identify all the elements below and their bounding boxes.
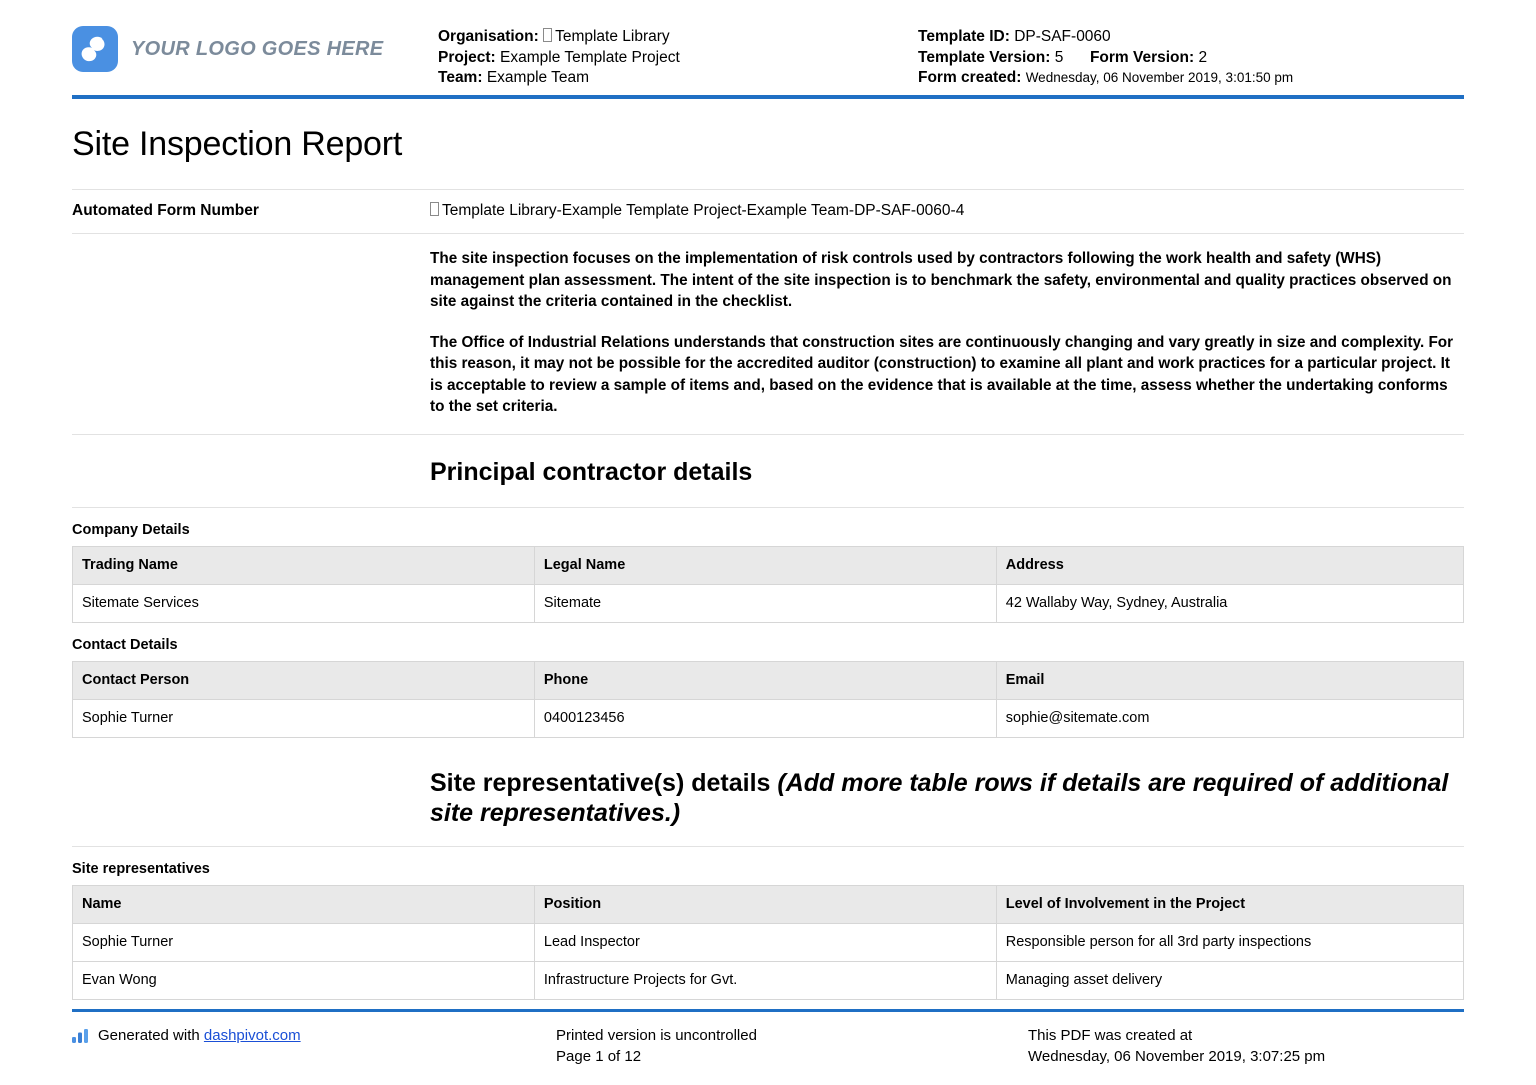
cell-involvement: Responsible person for all 3rd party inspections (996, 923, 1463, 961)
header-meta-right (918, 18, 1464, 89)
site-representatives-heading-note: (Add more table rows if details are required of additional site representatives.) (430, 768, 1449, 827)
logo-text: YOUR LOGO GOES HERE (131, 37, 384, 60)
section-head-spacer (72, 457, 430, 487)
contact-details-caption: Contact Details (72, 636, 178, 653)
column-header-contact-person: Contact Person (73, 661, 535, 699)
footer-created-timestamp: Wednesday, 06 November 2019, 3:07:25 pm (1028, 1048, 1326, 1065)
cell-address: 42 Wallaby Way, Sydney, Australia (996, 584, 1463, 622)
footer-created-label: This PDF was created at (1028, 1027, 1193, 1044)
footer-printed-uncontrolled: Printed version is uncontrolled (556, 1027, 757, 1044)
automated-form-number-label: Automated Form Number (72, 202, 259, 220)
document-header (72, 0, 1464, 90)
meta-project (438, 48, 918, 69)
meta-organisation-value: Template Library (555, 28, 670, 45)
footer-created-at (1028, 1025, 1464, 1067)
principal-contractor-heading: Principal contractor details (430, 457, 753, 486)
site-representatives-heading-text: Site representative(s) details (430, 768, 771, 797)
intro-spacer (72, 248, 430, 418)
meta-project-value: Example Template Project (500, 48, 680, 66)
table-header-row (73, 546, 1464, 584)
automated-form-number-text: Template Library-Example Template Project-Example Team-DP-SAF-0060-4 (442, 202, 965, 220)
bar-chart-icon (72, 1025, 89, 1049)
missing-glyph-icon (430, 202, 439, 216)
dashpivot-link[interactable]: dashpivot.com (203, 1027, 301, 1044)
table-row (73, 961, 1464, 999)
table-header-row (73, 885, 1464, 923)
contact-details-table (72, 661, 1464, 738)
meta-form-version-value: 2 (1198, 48, 1208, 66)
footer-accent-rule (72, 1009, 1464, 1012)
cell-trading-name: Sitemate Services (73, 584, 535, 622)
table-header-row (73, 661, 1464, 699)
meta-template-version-value: 5 (1054, 48, 1064, 66)
footer-print-notice (556, 1025, 1028, 1067)
cell-involvement: Managing asset delivery (996, 961, 1463, 999)
meta-organisation (438, 27, 918, 48)
automated-form-number-row (72, 190, 1464, 233)
table-row (73, 923, 1464, 961)
section-head-spacer (72, 768, 430, 828)
footer-page-number: Page 1 of 12 (556, 1048, 642, 1065)
column-header-phone: Phone (534, 661, 996, 699)
automated-form-number-value (430, 202, 1464, 220)
cell-email: sophie@sitemate.com (996, 699, 1463, 737)
site-representatives-heading-wrap (72, 742, 1464, 846)
column-header-trading-name: Trading Name (73, 546, 535, 584)
meta-form-version-label: Form Version: (1089, 48, 1195, 66)
column-header-legal-name: Legal Name (534, 546, 996, 584)
page-title: Site Inspection Report (72, 125, 403, 163)
column-header-position: Position (534, 885, 996, 923)
column-header-email: Email (996, 661, 1463, 699)
footer-generated-text (98, 1025, 301, 1046)
cell-phone: 0400123456 (534, 699, 996, 737)
company-logo-icon (72, 26, 118, 72)
meta-team (438, 68, 918, 89)
column-header-name: Name (73, 885, 535, 923)
column-header-involvement: Level of Involvement in the Project (996, 885, 1463, 923)
meta-form-created (918, 68, 1464, 89)
site-representatives-heading (430, 768, 1464, 828)
meta-team-value: Example Team (486, 69, 590, 86)
company-details-caption: Company Details (72, 521, 190, 538)
principal-contractor-heading-wrap (72, 435, 1464, 507)
cell-position: Lead Inspector (534, 923, 996, 961)
table-row (73, 699, 1464, 737)
intro-paragraph-2: The Office of Industrial Relations understands that construction sites are continuously changing and vary greatly in size and complexity. For this reason, it may not be possible for the accredited auditor (construction) to examine all plant and work practices for a particular project. It is acceptable to review a sample of items and, based on the evidence that is available at the time, assess whether the undertaking conforms to the set criteria. (430, 333, 1454, 416)
document-footer (72, 1009, 1464, 1067)
header-meta-left (438, 18, 918, 89)
meta-template-id (918, 27, 1464, 48)
site-representatives-table (72, 885, 1464, 1000)
divider (72, 846, 1464, 847)
divider (72, 507, 1464, 508)
cell-legal-name: Sitemate (534, 584, 996, 622)
missing-glyph-icon (543, 28, 552, 42)
meta-team-label: Team: (438, 69, 483, 86)
intro-paragraph-1: The site inspection focuses on the implementation of risk controls used by contractors following the work health and safety (WHS) management plan assessment. The intent of the site inspection is to benchmark the safety, environmental and quality practices observed on site against the criteria contained in the checklist. (430, 250, 1452, 311)
header-accent-rule (72, 95, 1464, 99)
meta-template-id-label: Template ID: (918, 28, 1010, 45)
footer-generated-prefix: Generated with (98, 1027, 200, 1044)
meta-form-created-value: Wednesday, 06 November 2019, 3:01:50 pm (1025, 70, 1294, 85)
cell-name: Sophie Turner (73, 923, 535, 961)
cell-contact-person: Sophie Turner (73, 699, 535, 737)
footer-columns (72, 1025, 1464, 1067)
meta-template-id-value: DP-SAF-0060 (1014, 28, 1111, 45)
column-header-address: Address (996, 546, 1463, 584)
site-representatives-caption: Site representatives (72, 860, 210, 877)
table-row (73, 584, 1464, 622)
meta-project-label: Project: (438, 48, 496, 66)
meta-template-version-label: Template Version: (918, 48, 1051, 66)
logo-block (72, 18, 438, 72)
meta-form-created-label: Form created: (918, 69, 1022, 86)
company-details-table (72, 546, 1464, 623)
intro-body (430, 248, 1464, 418)
footer-generated-with (72, 1025, 556, 1049)
cell-position: Infrastructure Projects for Gvt. (534, 961, 996, 999)
intro-block (72, 234, 1464, 434)
meta-versions (918, 48, 1464, 69)
cell-name: Evan Wong (73, 961, 535, 999)
meta-organisation-label: Organisation: (438, 28, 539, 45)
